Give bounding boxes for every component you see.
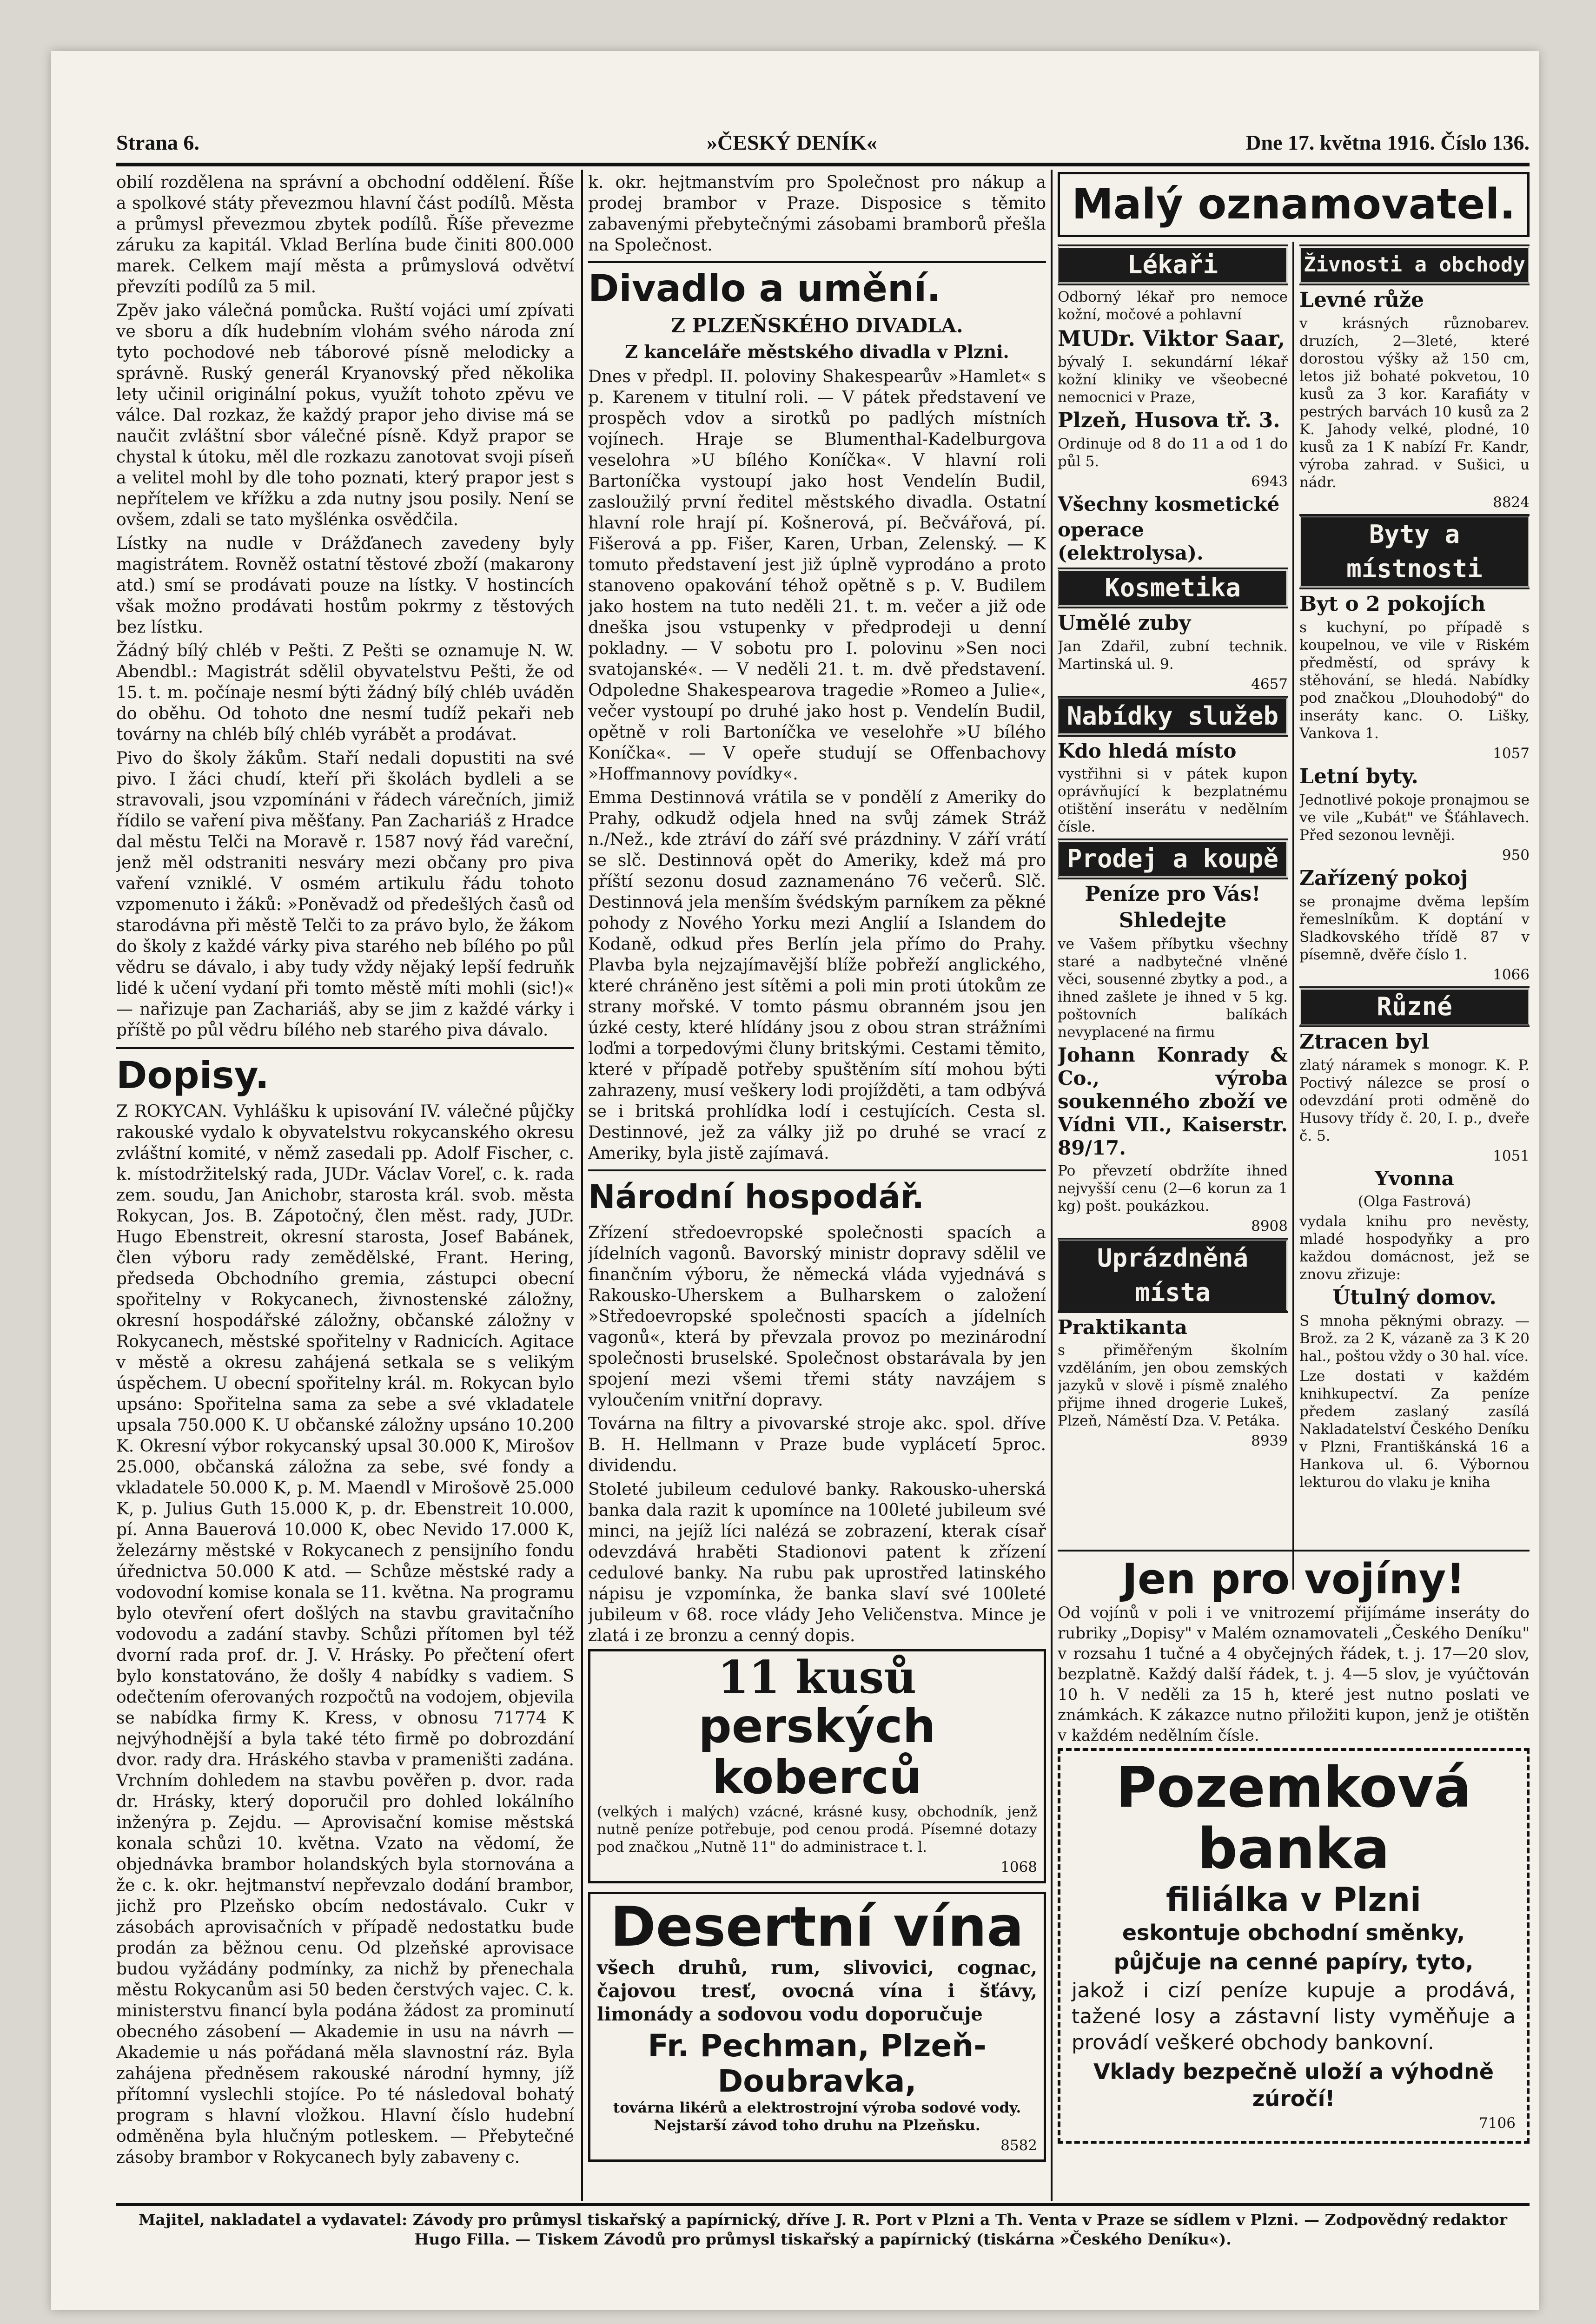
book-availability: Lze dostati v každém knihkupectví. Za peníze předem zaslaný zasílá Nakladatelství Českého Deníku v Plzni, Františkánská 16 a Hankova ul. 6. Výbornou lekturou do vlaku je kniha xyxy=(1299,1368,1530,1491)
bank-services: jakož i cizí peníze kupuje a prodává, tažené losy a zástavní listy vyměňuje a provádí veškeré obchody bankovní. xyxy=(1072,1979,1516,2054)
column-rule-1 xyxy=(581,170,583,2201)
banner-service-offers: Nabídky služeb xyxy=(1058,698,1288,735)
summer-flats-code: 950 xyxy=(1502,847,1530,864)
article-rokycany: Z ROKYCAN. Vyhlášku k upisování IV. válečné půjčky rakouské vydalo k obyvatelstvu rokycanského okresu zvláštní komité, v němž zasedali pp. Adolf Fischer, c. k. místodržitelský rada, JUDr. Václav Voreľ, c. k. rada zem. soudu, Jan Anichobr, starosta král. svob. města Rokycan, Jos. B. Zápotočný, člen měst. rady, JUDr. Hugo Ebenstreit, okresní starosta, Josef Babánek, člen výboru rady zemědělské, Frant. Hering, předseda Obchodního gremia, zástupci obecní spořitelny v Rokycanech, živnostenské záložny, okresní hospodářské záložny, občanské záložny v Rokycanech, městské spořitelny v Radnicích. Agitace v městě a okresu zahájená setkala se s velikým úspěchem. U obecní spořitelny král. m. Rokycan bylo upsáno: Spořitelna sama za sebe a své vkladatele upsala 750.000 K. U občanské záložny upsáno 10.200 K. Okresní výbor rokycanský upsal 30.000 K, Mirošov 25.000, občanská záložna za sebe, své fondy a vkladatele 50.000 K, p. M. Maendl v Mirošově 25.000 K, p. Julius Guth 15.000 K, p. dr. Ebenstreit 10.000, pí. Anna Bauerová 10.000 K, obec Nevido 17.000 K, železárny městské v Rokycanech z pensijního fondu úřednictva 50.000 K atd. — Schůze městské rady a vodovodní komise konala se 11. května. Na programu bylo otevření ofert došlých na stavbu gravitačního vodovodu a zadání stavby. Schůzi přítomen byl též dvorní rada prof. dr. J. V. Hrásky. Po přečtení ofert bylo konstatováno, že došly 4 nabídky s vadiem. S odečtením oferovaných rozpočtů na vodojem, objevila se nabídka firmy K. Kress, v obnosu 71774 K nejvýhodnější a byla také této firmě po dobrozdání dvor. rady dra. Hráského stavba v prameništi zadána. Vrchním dohledem na stavbu pověřen p. dvor. rada dr. Hrásky, který doporučil pro dohled lokálního inženýra p. Zejdu. — Aprovisační komise městská konala schůzi 10. května. Vzato na vědomí, že objednávka brambor holandských byla stornována a že c. k. okr. hejtmanství nepřevzalo dodání brambor, jichž pro Plzeňsko obcím nedostávalo. Cukr v zásobách aprovisačních v případě nedostatku bude prodán za běžnou cenu. Od plzeňské aprovisace budou vyžádány podmínky, za nichž by přenechala městu Rokycanům asi 50 beden čerstvých vajec. C. k. ministerstvu financí byla podána žádost za prominutí obecného zásobení — Akademie in usu na návrh — Akademie u nás pořádaná měla slavnostní ráz. Byla zahájena předněsem rakouské národní hymny, jíž přítomní vyslechli stojíce. Po té následoval bohatý program s hlavní vložkou. Hlavní číslo hudební odměněna byla hlučným potleskem. — Přebytečné zásoby brambor v Rokycanech byly zabaveny c. xyxy=(116,1102,574,2167)
furnished-room-code: 1066 xyxy=(1493,966,1530,983)
banner-trades: Živnosti a obchody xyxy=(1299,246,1530,284)
page-number: Strana 6. xyxy=(116,131,199,154)
doctor-code: 6943 xyxy=(1251,473,1288,490)
section-heading-letters: Dopisy. xyxy=(116,1054,269,1097)
article-war-singing: Zpěv jako válečná pomůcka. Ruští vojáci umí zpívati ve sboru a dík hudebním vlohám svého národa zní tyto pochodové neb táborové písně melodicky a správně. Ruský generál Kryanovský před několika lety učinil originální pokus, využít tohoto zpěvu ve válce. Dal rozkaz, že každý prapor jeho divise má se naučit zvláštní sbor válečné písně. Když prapor se chystal k útoku, měl dle rozkazu zanotovat svoji píseň a velitel mohl by dle toho poznati, který prapor jest s nepřítelem ve křížku a zda nutny jsou posily. Není se ovšem, zdali se tato myšlénka osvědčila. xyxy=(116,301,574,529)
ad-wines-title: Desertní vína xyxy=(610,1895,1024,1959)
issue-date: Dne 17. května 1916. Číslo 136. xyxy=(1245,131,1530,154)
classifieds-bottom xyxy=(1058,1548,1530,2199)
ad-carpets-count: 11 kusů xyxy=(717,1651,917,1703)
soldiers-title: Jen pro vojíny! xyxy=(1122,1555,1465,1604)
book-intro: vydala knihu pro nevěsty, mladé hospodyňky a pro každou domácnost, jež se znovu zřizuje: xyxy=(1299,1213,1530,1283)
classifieds-col-rule xyxy=(1292,242,1294,1590)
column-2 xyxy=(588,172,1046,2199)
doctor-hours: Ordinuje od 8 do 11 a od 1 do půl 5. xyxy=(1058,436,1288,470)
lost-text: zlatý náramek s monogr. K. P. Poctivý nálezce se prosí o odevzdání proti odměně do Husovy třídy č. 20, I. p., dveře č. 5. xyxy=(1299,1057,1530,1144)
classifieds-col-left xyxy=(1058,242,1288,1590)
paper-title: »ČESKÝ DENÍK« xyxy=(707,131,877,154)
section-rule xyxy=(1058,1550,1530,1552)
doctor-bio: bývalý I. sekundární lékař kožní kliniky ve všeobecné nemocnici v Praze, xyxy=(1058,354,1288,406)
teeth-title: Umělé zuby xyxy=(1058,611,1191,635)
article-theatre-program: Dnes v předpl. II. poloviny Shakespearův »Hamlet« s p. Karenem v titulní roli. — V pátek představení ve prospěch vdov a sirotků po padlých místních vojínech. Hraje se Blumenthal-Kadelburgova veselohra »U bílého Koníčka«. V hlavní roli Bartoníčka vystoupí jako host Vendelín Budil, zasloužilý první ředitel městského divadla. Ostatní hlavní role hrají pí. Košnerová, pí. Bečvářová, pí. Fišerová a pp. Fišer, Karen, Urban, Zelenský. — K tomuto představení jest již úplně vyprodáno a proto stanoveno opakování téhož opětně s p. V. Budilem jako hostem na tuto neděli 21. t. m. večer a již ode dneška jsou vstupenky v předprodeji u denní pokladny. — V sobotu pro I. polovinu »Sen noci svatojanské«. — V neděli 21. t. m. dvě představení. Odpoledne Shakespearova tragedie »Romeo a Julie«, večer vystoupí po druhé jako host p. Vendelín Budil, opětně v roli Bartoníčka ve veselohře »U bílého Koníčka«. — V opeře studují se Offenbachovy »Hoffmannovy povídky«. xyxy=(588,367,1046,784)
money-firm: Johann Konrady & Co., výroba soukenného zboží ve Vídni VII., Kaiserstr. 89/17. xyxy=(1058,1043,1288,1159)
section-heading-economy: Národní hospodář. xyxy=(588,1178,925,1216)
article-filters-factory: Továrna na filtry a pivovarské stroje akc. spol. dříve B. H. Hellmann v Praze bude vyplácetí 5proc. dividendu. xyxy=(588,1414,1046,1475)
bank-discount: eskontuje obchodní směnky, xyxy=(1122,1920,1465,1945)
book-price: S mnoha pěknými obrazy. — Brož. za 2 K, vázaně za 3 K 20 hal., poštou vždy o 30 hal. více. xyxy=(1299,1313,1530,1365)
classifieds-title: Malý oznamovatel. xyxy=(1072,180,1516,229)
roses-code: 8824 xyxy=(1493,494,1530,511)
roses-text: v krásných různobarev. druzích, 2—3leté, které dorostou výšky až 150 cm, letos již bohaté pokvetou, 10 kusů za 3 kor. Karafiáty v pestrých barvách 10 kusů za 2 K. Jahody velké, plodné, 10 kusů za 1 K nabízí Fr. Kandr, výroba zahrad. v Sušici, u nádr. xyxy=(1299,315,1530,491)
book-title: Útulný domov. xyxy=(1332,1286,1497,1309)
footer-rule xyxy=(116,2203,1530,2206)
article-noodle-tickets: Lístky na nudle v Drážďanech zavedeny byly magistrátem. Rovněž ostatní těstové zboží (makarony atd.) smí se prodávati pouze na lístky. V hostincích však možno prodávati hostům pokrmy z těstových bez lístku. xyxy=(116,534,574,637)
cosmetic-line-1: Všechny kosmetické xyxy=(1058,493,1280,515)
page-header xyxy=(116,130,1530,158)
teeth-code: 4657 xyxy=(1251,676,1288,693)
bank-code: 7106 xyxy=(1479,2115,1516,2132)
column-rule-2 xyxy=(1051,170,1053,2201)
banner-buy-sell: Prodej a koupě xyxy=(1058,840,1288,878)
section-rule xyxy=(588,1169,1046,1171)
doctor-name: MUDr. Viktor Saar, xyxy=(1058,326,1285,351)
classifieds-area xyxy=(1058,172,1530,2199)
article-bank-jubilee: Stoleté jubileum cedulové banky. Rakousko-uherská banka dala razit k upomínce na 100leté jubileum své minci, na jejíž líci nalézá se zobrazení, kterak císař odevzdává hraběti Stadionovi patent k zřízení cedulové banky. Na rubu pak uprostřed latinského nápisu je vzpomínka, že banka slaví své 100leté jubileum v 68. roce vlády Jeho Veličenstva. Mince je zlatá i ze bronzu a cenný dopis. xyxy=(588,1480,1046,1645)
money-code: 8908 xyxy=(1251,1218,1288,1235)
book-author: Yvonna xyxy=(1375,1167,1454,1190)
bank-title: Pozemková banka xyxy=(1116,1756,1471,1882)
section-heading-theatre: Divadlo a umění. xyxy=(588,267,941,310)
book-author-real: (Olga Fastrová) xyxy=(1358,1193,1471,1210)
ad-wines-small: továrna likérů a elektrostrojní výroba sodové vody. Nejstarší závod toho druhu na Plzeňsku. xyxy=(613,2100,1021,2134)
summer-flats-title: Letní byty. xyxy=(1299,765,1418,788)
ad-persian-carpets xyxy=(588,1649,1046,1883)
summer-flats-text: Jednotlivé pokoje pronajmou se ve vile „Kubát" ve Šťáhlavech. Před sezonou levněji. xyxy=(1299,792,1530,844)
flat-text: s kuchyní, po případě s koupelnou, ve vile v Riském předměstí, od správy k stěhování, se hledá. Nabídky pod značkou „Dlouhodobý" do inseráty kanc. O. Lišky, Vankova 1. xyxy=(1299,619,1530,742)
ad-carpets-title: perských koberců xyxy=(698,1699,936,1804)
article-destinnova: Emma Destinnová vrátila se v pondělí z Ameriky do Prahy, odkudž odjela hned na svůj zámek Stráž n./Než., kde ztráví do září své prázdniny. V září vrátí se slč. Destinnová opět do Ameriky, kdež má pro příští sezonu dosud zaznamenáno 76 večerů. Slč. Destinnová jela menším švédským parníkem za pěkné pohody z Nového Yorku mezi Anglií a Islandem do Kodaně, odkud přes Berlín jela přímo do Prahy. Plavba byla nejzajímavější blíže pobřeží anglického, které chráněno jest sítěmi a poli min proti útokům ze strany mořské. V tomto pásmu obranném jsou jen úzké cesty, které hlídány jsou z obou stran strážními loďmi a torpedovými čluny britskými. Cestami těmito, které v případě potřeby spuštěním sítí mohou býti zahrazeny, musí veškery lodi projížděti, a tam odbývá se i britská prohlídka lodí i cestujících. Cesta sl. Destinnové, jež za války již po druhé se vrací z Ameriky, byla jistě zajímavá. xyxy=(588,788,1046,1163)
ad-dessert-wines xyxy=(588,1892,1046,2162)
trainee-code: 8939 xyxy=(1251,1433,1288,1449)
doctor-address: Plzeň, Husova tř. 3. xyxy=(1058,409,1280,432)
banner-vacancies: Uprázdněná místa xyxy=(1058,1240,1288,1311)
theatre-office: Z kanceláře městského divadla v Plzni. xyxy=(625,341,1009,362)
imprint-footer: Majitel, nakladatel a vydavatel: Závody pro průmysl tiskařský a papírnický, dříve J. R. Port v Plzni a Th. Venta v Praze se sídlem v Plzni. — Zodpovědný redaktor Hugo Filla. — Tiskem Závodů pro průmysl tiskařský a papírnický (tiskárna »Českého Deníku«). xyxy=(138,2211,1507,2248)
article-sleeping-cars: Zřízení středoevropské společnosti spacích a jídelních vagonů. Bavorský ministr dopravy sdělil ve finančním výboru, že německá vláda vyjednává s Rakousko-Uherskem a Bulharskem o založení »Středoevropské společnosti spacích a jídelních vagonů«, která by převzala provoz po mezinárodní společnosti bruselské. Společnost obstarávala by jen spojení mezi všemi třemi státy navzájem s vyloučením vnitřní dopravy. xyxy=(588,1223,1046,1410)
soldiers-text: Od vojínů v poli i ve vnitrozemí přijímáme inseráty do rubriky „Dopisy" v Malém oznamovateli „Českého Deníku" v rozsahu 1 tučné a 4 obyčejných řádek, t. j. 17—20 slov, bezplatně. Každý další řádek, t. j. 4—5 slov, je vyúčtován 10 h. V neděli za 15 h, které jest nutno poslati ve známkách. K zákazce nutno přiložiti kupon, jenž je otištěn v každém nedělním čísle. xyxy=(1058,1604,1530,1745)
furnished-room-title: Zařízený pokoj xyxy=(1299,866,1468,890)
ad-carpets-code: 1068 xyxy=(1000,1859,1037,1875)
banner-cosmetics: Kosmetika xyxy=(1058,569,1288,607)
lost-title: Ztracen byl xyxy=(1299,1030,1430,1054)
money-title: Peníze pro Vás! xyxy=(1085,882,1261,906)
teeth-text: Jan Zdařil, zubní technik. Martinská ul. 9. xyxy=(1058,638,1288,673)
ad-wines-code: 8582 xyxy=(1000,2137,1037,2154)
bank-deposits: Vklady bezpečně uloží a výhodně zúročí! xyxy=(1093,2059,1494,2111)
money-text: ve Vašem příbytku všechny staré a nadbytečné vlněné věci, sousenné zbytky a pod., a ihned zašlete je ihned v 5 kg. poštovních balíkách nevyplacené na firmu xyxy=(1058,936,1288,1041)
column-1 xyxy=(116,172,574,2199)
article-beer-pupils: Pivo do školy žákům. Staří nedali dopustiti na své pivo. I žáci chudí, kteří při školách bydleli a se stravovali, jsou vzpomínáni v řádech várečních, jimiž řídilo se vaření piva měšťany. Pan Zachariáš z Hradce dal městu Telči na Moravě r. 1587 nový řád vareční, jenž měl odstraniti nesváry mezi občany pro piva vaření vzniklé. V osmém artikulu řádu tohoto vzpomenuto i žáků: »Poněvadž od předešlých časů od starodávna při městě Telči to za právo bylo, že žákom do školy z každé várky piva starého neb bílého po půl vědru se dávalo, i aby tudy vždy nějaký lepší fedruňk lidé k učení vydaní při tomto městě míti mohli (sic!)« — nařizuje pan Zachariáš, aby se jim z každé várky i příště po půl vědru bílého neb starého piva dávalo. xyxy=(116,749,574,1040)
job-seek-text: vystřihni si v pátek kupon oprávňující k bezplatnému otištění inserátu v nedělním čísle. xyxy=(1058,766,1288,835)
flat-code: 1057 xyxy=(1493,745,1530,762)
money-text-2: Po převzetí obdržíte ihned nejvyšší cenu (2—6 korun za 1 kg) pošt. poukázkou. xyxy=(1058,1162,1288,1215)
lost-code: 1051 xyxy=(1493,1148,1530,1164)
article-grain-company: obilí rozdělena na správní a obchodní oddělení. Říše a spolkové státy převezmou hlavní část podílů. Města a průmysl převezmou zbytek podílů. Říše převezme záruku za kapitál. Vklad Berlína bude činiti 800.000 marek. Celkem mají města a průmyslová odvětví převzíti podílů za 5 mil. xyxy=(116,173,574,297)
section-rule xyxy=(588,261,1046,263)
roses-title: Levné růže xyxy=(1299,288,1424,312)
section-rule xyxy=(116,1047,574,1049)
classifieds-col-right xyxy=(1299,242,1530,1590)
classifieds-title-box xyxy=(1058,172,1530,237)
header-rule xyxy=(116,163,1530,166)
trainee-text: s přiměřeným školním vzděláním, jen obou zemských jazyků v slově i písmě znalého přijme ihned drogerie Lukeš, Plzeň, Náměstí Dza. V. Petáka. xyxy=(1058,1342,1288,1429)
banner-flats: Byty a místnosti xyxy=(1299,516,1530,588)
article-potatoes-cont: k. okr. hejtmanstvím pro Společnost pro nákup a prodej brambor v Praze. Disposice s těmito zabavenými přebytečnými zásobami bramborů přešla na Společnost. xyxy=(588,173,1046,255)
ad-wines-text: všech druhů, rum, slivovici, cognac, čajovou tresť, ovocná vína i šťávy, limonády a sodovou vodu doporučuje xyxy=(597,1957,1037,2025)
trainee-title: Praktikanta xyxy=(1058,1316,1187,1339)
newspaper-page xyxy=(116,70,1530,2301)
job-seek-title: Kdo hledá místo xyxy=(1058,739,1237,762)
flat-title: Byt o 2 pokojích xyxy=(1299,592,1486,616)
ad-wines-firm: Fr. Pechman, Plzeň-Doubravka, xyxy=(648,2028,987,2099)
bank-branch: filiálka v Plzni xyxy=(1166,1881,1422,1919)
money-subtitle: Shledejte xyxy=(1119,909,1227,932)
theatre-subheading: Z PLZEŇSKÉHO DIVADLA. xyxy=(671,314,963,337)
doctor-intro: Odborný lékař pro nemoce kožní, močové a pohlavní xyxy=(1058,289,1288,323)
ad-land-bank xyxy=(1058,1748,1530,2144)
article-white-bread: Žádný bílý chléb v Pešti. Z Pešti se oznamuje N. W. Abendbl.: Magistrát sdělil obyvatelstvu Pešti, že od 15. t. m. počínaje nesmí býti žádný bílý chléb uváděn do oběhu. Od tohoto dne nesmí tudíž pekaři neb továrny na chléb bílý chléb vyrábět a prodávat. xyxy=(116,641,574,744)
banner-miscellaneous: Různé xyxy=(1299,988,1530,1025)
cosmetic-line-2: operace (elektrolysa). xyxy=(1058,518,1204,564)
ad-carpets-text: (velkých i malých) vzácné, krásné kusy, obchodník, jenž nutně peníze potřebuje, pod cenou prodá. Písemné dotazy pod značkou „Nutně 11" do administrace t. l. xyxy=(597,1803,1037,1855)
bank-loans: půjčuje na cenné papíry, tyto, xyxy=(1113,1949,1474,1974)
banner-doctors: Lékaři xyxy=(1058,246,1288,284)
furnished-room-text: se pronajme dvěma lepším řemeslníkům. K doptání v Sladkovského třídě 87 v písemně, dvěře číslo 1. xyxy=(1299,893,1530,963)
